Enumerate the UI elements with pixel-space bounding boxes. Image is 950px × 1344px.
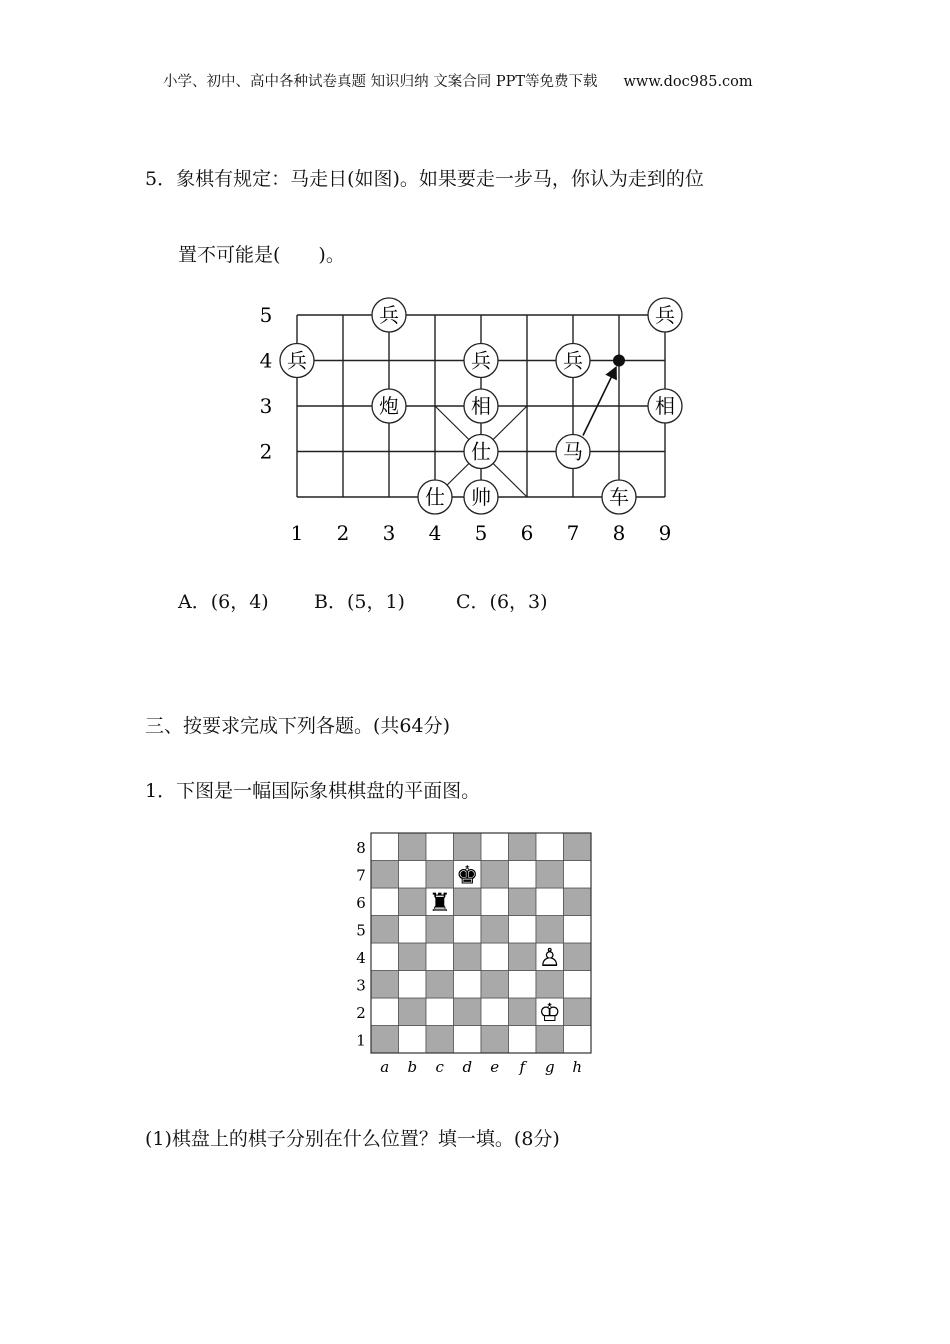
- xiangqi-piece-label: 兵: [287, 348, 307, 373]
- chess-square: [509, 971, 537, 999]
- chess-square: [564, 861, 592, 889]
- question-5-line1: 5．象棋有规定：马走日(如图)。如果要走一步马，你认为走到的位: [145, 168, 704, 190]
- xiangqi-piece-label: 仕: [425, 485, 445, 509]
- chess-piece: ♚: [456, 860, 479, 890]
- row-label: 3: [259, 394, 273, 418]
- chess-square: [564, 998, 592, 1026]
- chess-square: [371, 888, 399, 916]
- chess-square: [454, 943, 482, 971]
- xiangqi-piece-label: 兵: [379, 303, 399, 327]
- chess-square: [426, 998, 454, 1026]
- rank-label: 8: [356, 838, 366, 857]
- chess-square: [509, 1026, 537, 1054]
- chess-square: [564, 888, 592, 916]
- chess-square: [481, 998, 509, 1026]
- chess-square: [481, 916, 509, 944]
- chess-square: [371, 916, 399, 944]
- chess-square: [371, 833, 399, 861]
- chess-square: [426, 1026, 454, 1054]
- column-label: 9: [658, 521, 672, 545]
- option-a: A．(6，4): [178, 591, 269, 613]
- chess-square: [426, 943, 454, 971]
- chess-square: [509, 888, 537, 916]
- column-label: 6: [520, 521, 534, 545]
- column-label: 7: [566, 521, 580, 545]
- chess-square: [481, 971, 509, 999]
- chess-square: [481, 888, 509, 916]
- chess-square: [426, 861, 454, 889]
- chess-square: [481, 833, 509, 861]
- xiangqi-piece-label: 兵: [655, 303, 675, 327]
- column-label: 5: [474, 521, 488, 545]
- chess-square: [399, 861, 427, 889]
- chess-square: [454, 998, 482, 1026]
- rank-label: 6: [356, 893, 366, 912]
- chess-square: [564, 833, 592, 861]
- chess-square: [481, 943, 509, 971]
- xiangqi-piece-label: 马: [563, 439, 583, 464]
- column-label: 2: [336, 521, 350, 545]
- chess-square: [371, 971, 399, 999]
- chess-square: [454, 833, 482, 861]
- chess-square: [536, 861, 564, 889]
- file-label: f: [519, 1058, 526, 1076]
- chess-square: [426, 833, 454, 861]
- file-label: d: [462, 1058, 473, 1076]
- chess-square: [509, 998, 537, 1026]
- chess-square: [564, 916, 592, 944]
- option-c: C．(6，3): [456, 591, 548, 613]
- chess-square: [399, 1026, 427, 1054]
- chess-square: [371, 943, 399, 971]
- chess-square: [536, 916, 564, 944]
- option-b: B．(5，1): [314, 591, 405, 613]
- column-label: 4: [428, 521, 442, 545]
- chess-square: [371, 998, 399, 1026]
- row-label: 5: [259, 303, 273, 327]
- chess-square: [509, 943, 537, 971]
- section-3-heading: 三、按要求完成下列各题。(共64分): [145, 715, 451, 737]
- chess-square: [481, 861, 509, 889]
- chess-piece: ♜: [428, 887, 451, 917]
- chess-square: [399, 888, 427, 916]
- rank-label: 4: [356, 948, 366, 967]
- row-label: 2: [259, 439, 273, 464]
- xiangqi-piece-label: 兵: [471, 348, 491, 373]
- chess-square: [536, 833, 564, 861]
- xiangqi-piece-label: 车: [609, 485, 629, 509]
- chess-square: [399, 916, 427, 944]
- chess-piece: ♙: [538, 942, 561, 972]
- chess-square: [509, 861, 537, 889]
- chess-square: [454, 916, 482, 944]
- chess-square: [564, 1026, 592, 1054]
- chess-square: [481, 1026, 509, 1054]
- file-label: a: [380, 1058, 390, 1076]
- file-label: g: [544, 1058, 555, 1076]
- chess-square: [509, 833, 537, 861]
- chess-square: [536, 971, 564, 999]
- column-label: 3: [382, 521, 396, 545]
- xiangqi-piece-label: 相: [655, 394, 675, 418]
- chess-square: [399, 833, 427, 861]
- chess-square: [399, 998, 427, 1026]
- chess-square: [564, 971, 592, 999]
- xiangqi-piece-label: 帅: [471, 485, 491, 509]
- xiangqi-piece-label: 兵: [563, 348, 583, 373]
- chess-square: [399, 943, 427, 971]
- chess-square: [509, 916, 537, 944]
- question-1-1: (1)棋盘上的棋子分别在什么位置？填一填。(8分): [145, 1128, 560, 1150]
- chess-square: [536, 1026, 564, 1054]
- chess-square: [454, 1026, 482, 1054]
- file-label: h: [572, 1058, 583, 1076]
- chess-square: [371, 1026, 399, 1054]
- column-label: 1: [290, 521, 304, 545]
- header-text: 小学、初中、高中各种试卷真题 知识归纳 文案合同 PPT等免费下载: [163, 74, 598, 90]
- chess-square: [454, 888, 482, 916]
- question-5-line2: 置不可能是( )。: [178, 244, 345, 266]
- chess-square: [536, 888, 564, 916]
- chess-square: [454, 971, 482, 999]
- xiangqi-piece-label: 炮: [379, 394, 399, 418]
- rank-label: 3: [356, 976, 366, 995]
- chess-square: [371, 861, 399, 889]
- xiangqi-piece-label: 仕: [471, 439, 491, 464]
- chess-square: [426, 916, 454, 944]
- rank-label: 7: [356, 866, 366, 885]
- file-label: e: [490, 1058, 500, 1076]
- rank-label: 5: [356, 921, 366, 940]
- column-label: 8: [612, 521, 626, 545]
- chess-square: [426, 971, 454, 999]
- chess-piece: ♔: [538, 997, 561, 1027]
- question-1: 1．下图是一幅国际象棋棋盘的平面图。: [145, 780, 481, 802]
- xiangqi-piece-label: 相: [471, 394, 491, 418]
- chess-square: [399, 971, 427, 999]
- file-label: c: [435, 1058, 444, 1076]
- header-url: www.doc985.com: [623, 74, 753, 90]
- rank-label: 2: [356, 1003, 366, 1022]
- chess-square: [564, 943, 592, 971]
- row-label: 4: [259, 348, 273, 373]
- file-label: b: [407, 1058, 418, 1076]
- rank-label: 1: [356, 1031, 366, 1050]
